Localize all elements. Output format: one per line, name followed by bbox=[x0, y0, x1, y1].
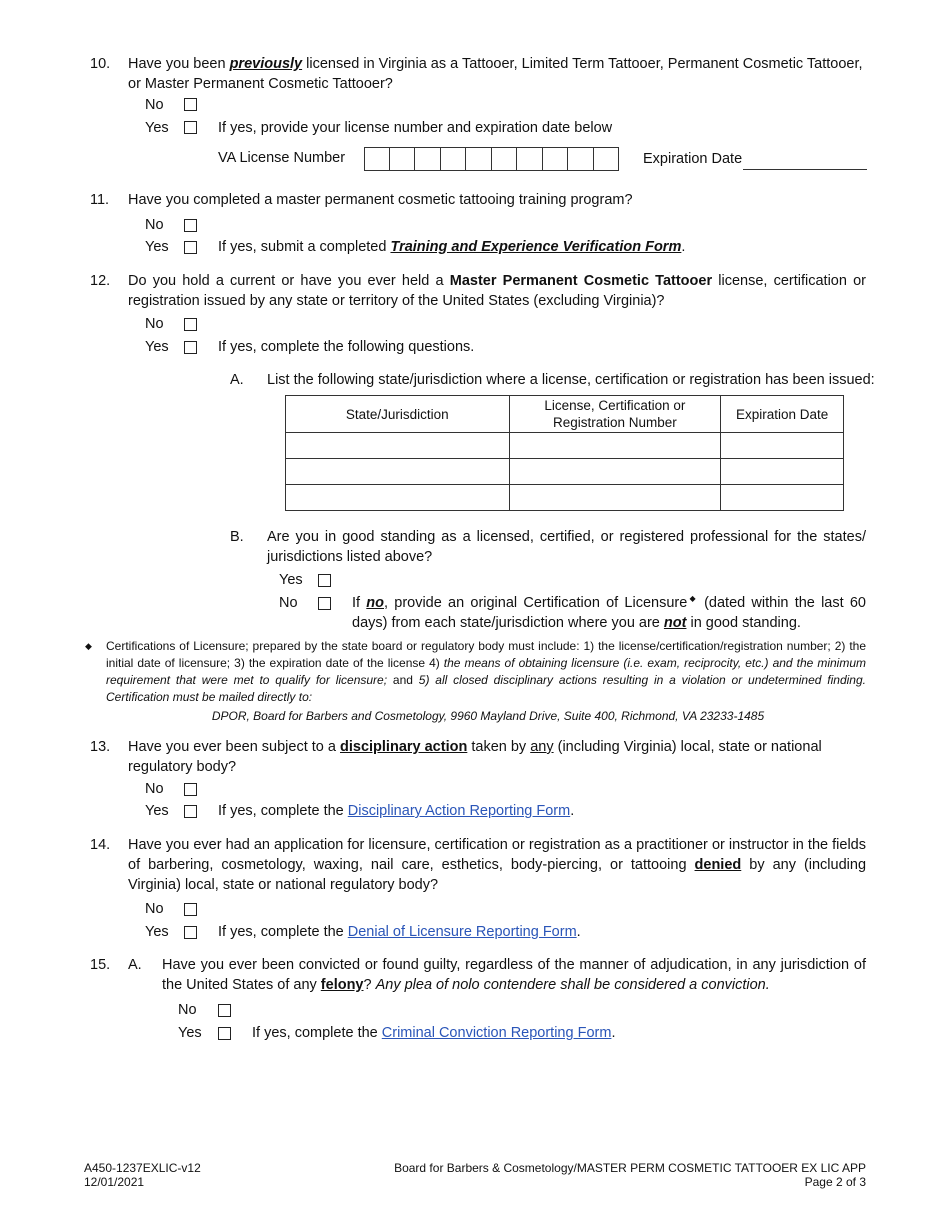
table-cell[interactable] bbox=[509, 485, 721, 511]
table-cell[interactable] bbox=[509, 459, 721, 485]
q12b-yes-checkbox[interactable] bbox=[318, 574, 331, 587]
q11-yes-instruction: If yes, submit a completed Training and Experience Verification Form. bbox=[218, 239, 686, 255]
sub-question-letter: B. bbox=[230, 529, 244, 545]
emphasis-not: not bbox=[663, 615, 687, 631]
q14-yes-instruction: If yes, complete the Denial of Licensure Reporting Form. bbox=[218, 924, 581, 940]
underlined-any: any bbox=[530, 739, 554, 755]
table-cell[interactable] bbox=[721, 485, 844, 511]
expiration-date-label: Expiration Date bbox=[643, 151, 743, 167]
question-number: 15. bbox=[90, 957, 111, 973]
license-number-boxes[interactable] bbox=[364, 147, 619, 171]
table-cell[interactable] bbox=[286, 459, 510, 485]
q13-yes-checkbox[interactable] bbox=[184, 805, 197, 818]
q15-yes-checkbox[interactable] bbox=[218, 1027, 231, 1040]
q14-yes-checkbox[interactable] bbox=[184, 926, 197, 939]
disciplinary-action-form-link[interactable]: Disciplinary Action Reporting Form bbox=[347, 803, 571, 819]
license-digit-box[interactable] bbox=[517, 147, 543, 171]
q11-yes-checkbox[interactable] bbox=[184, 241, 197, 254]
sub-question-letter: A. bbox=[128, 957, 142, 973]
option-label: Yes bbox=[145, 924, 169, 940]
bold-denied: denied bbox=[694, 857, 742, 873]
option-label: No bbox=[145, 217, 164, 233]
q10-yes-checkbox[interactable] bbox=[184, 121, 197, 134]
column-header: License, Certification or Registration Number bbox=[509, 396, 721, 433]
question-number: 11. bbox=[90, 192, 110, 208]
table-cell[interactable] bbox=[286, 433, 510, 459]
question-text: Do you hold a current or have you ever held a Master Permanent Cosmetic Tattooer license, certification or registration issued by any state or territory of the United States (excluding Virginia)? bbox=[128, 273, 866, 309]
form-id: A450-1237EXLIC-v12 bbox=[84, 1161, 201, 1175]
column-header: Expiration Date bbox=[721, 396, 844, 433]
table-cell[interactable] bbox=[509, 433, 721, 459]
q12-yes-instruction: If yes, complete the following questions. bbox=[218, 339, 475, 355]
option-label: No bbox=[145, 97, 164, 113]
diamond-marker-icon: ◆ bbox=[687, 594, 698, 604]
license-digit-box[interactable] bbox=[492, 147, 518, 171]
license-digit-box[interactable] bbox=[364, 147, 390, 171]
q13-yes-instruction: If yes, complete the Disciplinary Action Reporting Form. bbox=[218, 803, 575, 819]
training-verification-form-name: Training and Experience Verification Form bbox=[390, 239, 682, 255]
sub-question-b-text: Are you in good standing as a licensed, certified, or registered professional for the states/ jurisdictions listed above? bbox=[267, 529, 866, 565]
question-text: Have you ever had an application for licensure, certification or registration as a practitioner or instructor in the fields of barbering, cosmetology, waxing, nail care, esthetics, body-piercing, or tattooing denied by any (including Virginia) local, state or national regulatory body? bbox=[128, 837, 867, 893]
license-number-label: VA License Number bbox=[218, 150, 346, 166]
license-digit-box[interactable] bbox=[415, 147, 441, 171]
table-row bbox=[286, 485, 844, 511]
question-text: Have you ever been convicted or found guilty, regardless of the manner of adjudication, in any jurisdiction of the United States of any felony? Any plea of nolo contendere shall be considered a conviction. bbox=[162, 957, 866, 993]
q13-no-checkbox[interactable] bbox=[184, 783, 197, 796]
q10-no-checkbox[interactable] bbox=[184, 98, 197, 111]
license-digit-box[interactable] bbox=[568, 147, 594, 171]
form-date: 12/01/2021 bbox=[84, 1175, 145, 1189]
bold-felony: felony bbox=[320, 977, 364, 993]
diamond-bullet-icon: ◆ bbox=[85, 641, 92, 651]
criminal-conviction-form-link[interactable]: Criminal Conviction Reporting Form bbox=[381, 1025, 612, 1041]
table-row bbox=[286, 459, 844, 485]
option-label: Yes bbox=[145, 339, 169, 355]
q15-yes-instruction: If yes, complete the Criminal Conviction Reporting Form. bbox=[252, 1025, 616, 1041]
q12-yes-checkbox[interactable] bbox=[184, 341, 197, 354]
license-table bbox=[285, 395, 844, 511]
q11-no-checkbox[interactable] bbox=[184, 219, 197, 232]
page-number: Page 2 of 3 bbox=[804, 1175, 866, 1189]
q12-no-checkbox[interactable] bbox=[184, 318, 197, 331]
q15-no-checkbox[interactable] bbox=[218, 1004, 231, 1017]
question-number: 12. bbox=[90, 273, 111, 289]
q12b-no-instruction: If no, provide an original Certification of Licensure◆ (dated within the last 60 days) from each state/jurisdiction where you are not in good standing. bbox=[352, 594, 866, 631]
column-header: State/Jurisdiction bbox=[286, 396, 510, 433]
table-header-row bbox=[286, 396, 844, 433]
question-number: 14. bbox=[90, 837, 111, 853]
license-digit-box[interactable] bbox=[390, 147, 416, 171]
option-label: No bbox=[145, 316, 164, 332]
option-label: No bbox=[145, 781, 164, 797]
table-row bbox=[286, 433, 844, 459]
license-digit-box[interactable] bbox=[594, 147, 620, 171]
question-text: Have you been previously licensed in Virginia as a Tattooer, Limited Term Tattooer, Permanent Cosmetic Tattooer, or Master Permanent Cosmetic Tattooer? bbox=[128, 56, 863, 92]
question-number: 13. bbox=[90, 739, 111, 755]
option-label: No bbox=[279, 595, 298, 611]
question-number: 10. bbox=[90, 56, 111, 72]
q10-yes-instruction: If yes, provide your license number and expiration date below bbox=[218, 120, 613, 136]
option-label: No bbox=[178, 1002, 197, 1018]
board-name: Board for Barbers & Cosmetology/MASTER PERM COSMETIC TATTOOER EX LIC APP bbox=[394, 1161, 866, 1175]
license-digit-box[interactable] bbox=[441, 147, 467, 171]
footer-left bbox=[84, 1161, 201, 1189]
q12b-no-checkbox[interactable] bbox=[318, 597, 331, 610]
question-text: Have you completed a master permanent cosmetic tattooing training program? bbox=[128, 192, 633, 208]
certification-note: Certifications of Licensure; prepared by the state board or regulatory body must include: 1) the license/certification/registration number; 2) the initial date of licensure; 3) the expiration date of the license 4) the means of obtaining licensure (i.e. exam, reciprocity, etc.) and the minimum requirement that were met to qualify for licensure; and 5) all closed disciplinary actions resulting in a violation or undetermined finding. Certification must be mailed directly to: bbox=[106, 639, 866, 704]
bold-license-type: Master Permanent Cosmetic Tattooer bbox=[449, 273, 713, 289]
option-label: No bbox=[145, 901, 164, 917]
expiration-date-field[interactable] bbox=[743, 169, 867, 170]
table-cell[interactable] bbox=[286, 485, 510, 511]
license-digit-box[interactable] bbox=[466, 147, 492, 171]
table-cell[interactable] bbox=[721, 433, 844, 459]
emphasis-no: no bbox=[366, 595, 384, 611]
footer-right bbox=[394, 1161, 866, 1189]
denial-of-licensure-form-link[interactable]: Denial of Licensure Reporting Form bbox=[347, 924, 577, 940]
option-label: Yes bbox=[145, 239, 169, 255]
option-label: Yes bbox=[178, 1025, 202, 1041]
q14-no-checkbox[interactable] bbox=[184, 903, 197, 916]
option-label: Yes bbox=[145, 803, 169, 819]
bold-disciplinary-action: disciplinary action bbox=[340, 739, 468, 755]
option-label: Yes bbox=[145, 120, 169, 136]
mailing-address: DPOR, Board for Barbers and Cosmetology, 9960 Mayland Drive, Suite 400, Richmond, VA 23233-1485 bbox=[211, 709, 765, 723]
table-cell[interactable] bbox=[721, 459, 844, 485]
option-label: Yes bbox=[279, 572, 303, 588]
question-text: Have you ever been subject to a disciplinary action taken by any (including Virginia) local, state or national regulatory body? bbox=[128, 739, 822, 775]
sub-question-letter: A. bbox=[230, 372, 244, 388]
emphasis-previously: previously bbox=[229, 56, 303, 72]
sub-question-a-text: List the following state/jurisdiction where a license, certification or registration has been issued: bbox=[267, 372, 875, 388]
license-digit-box[interactable] bbox=[543, 147, 569, 171]
